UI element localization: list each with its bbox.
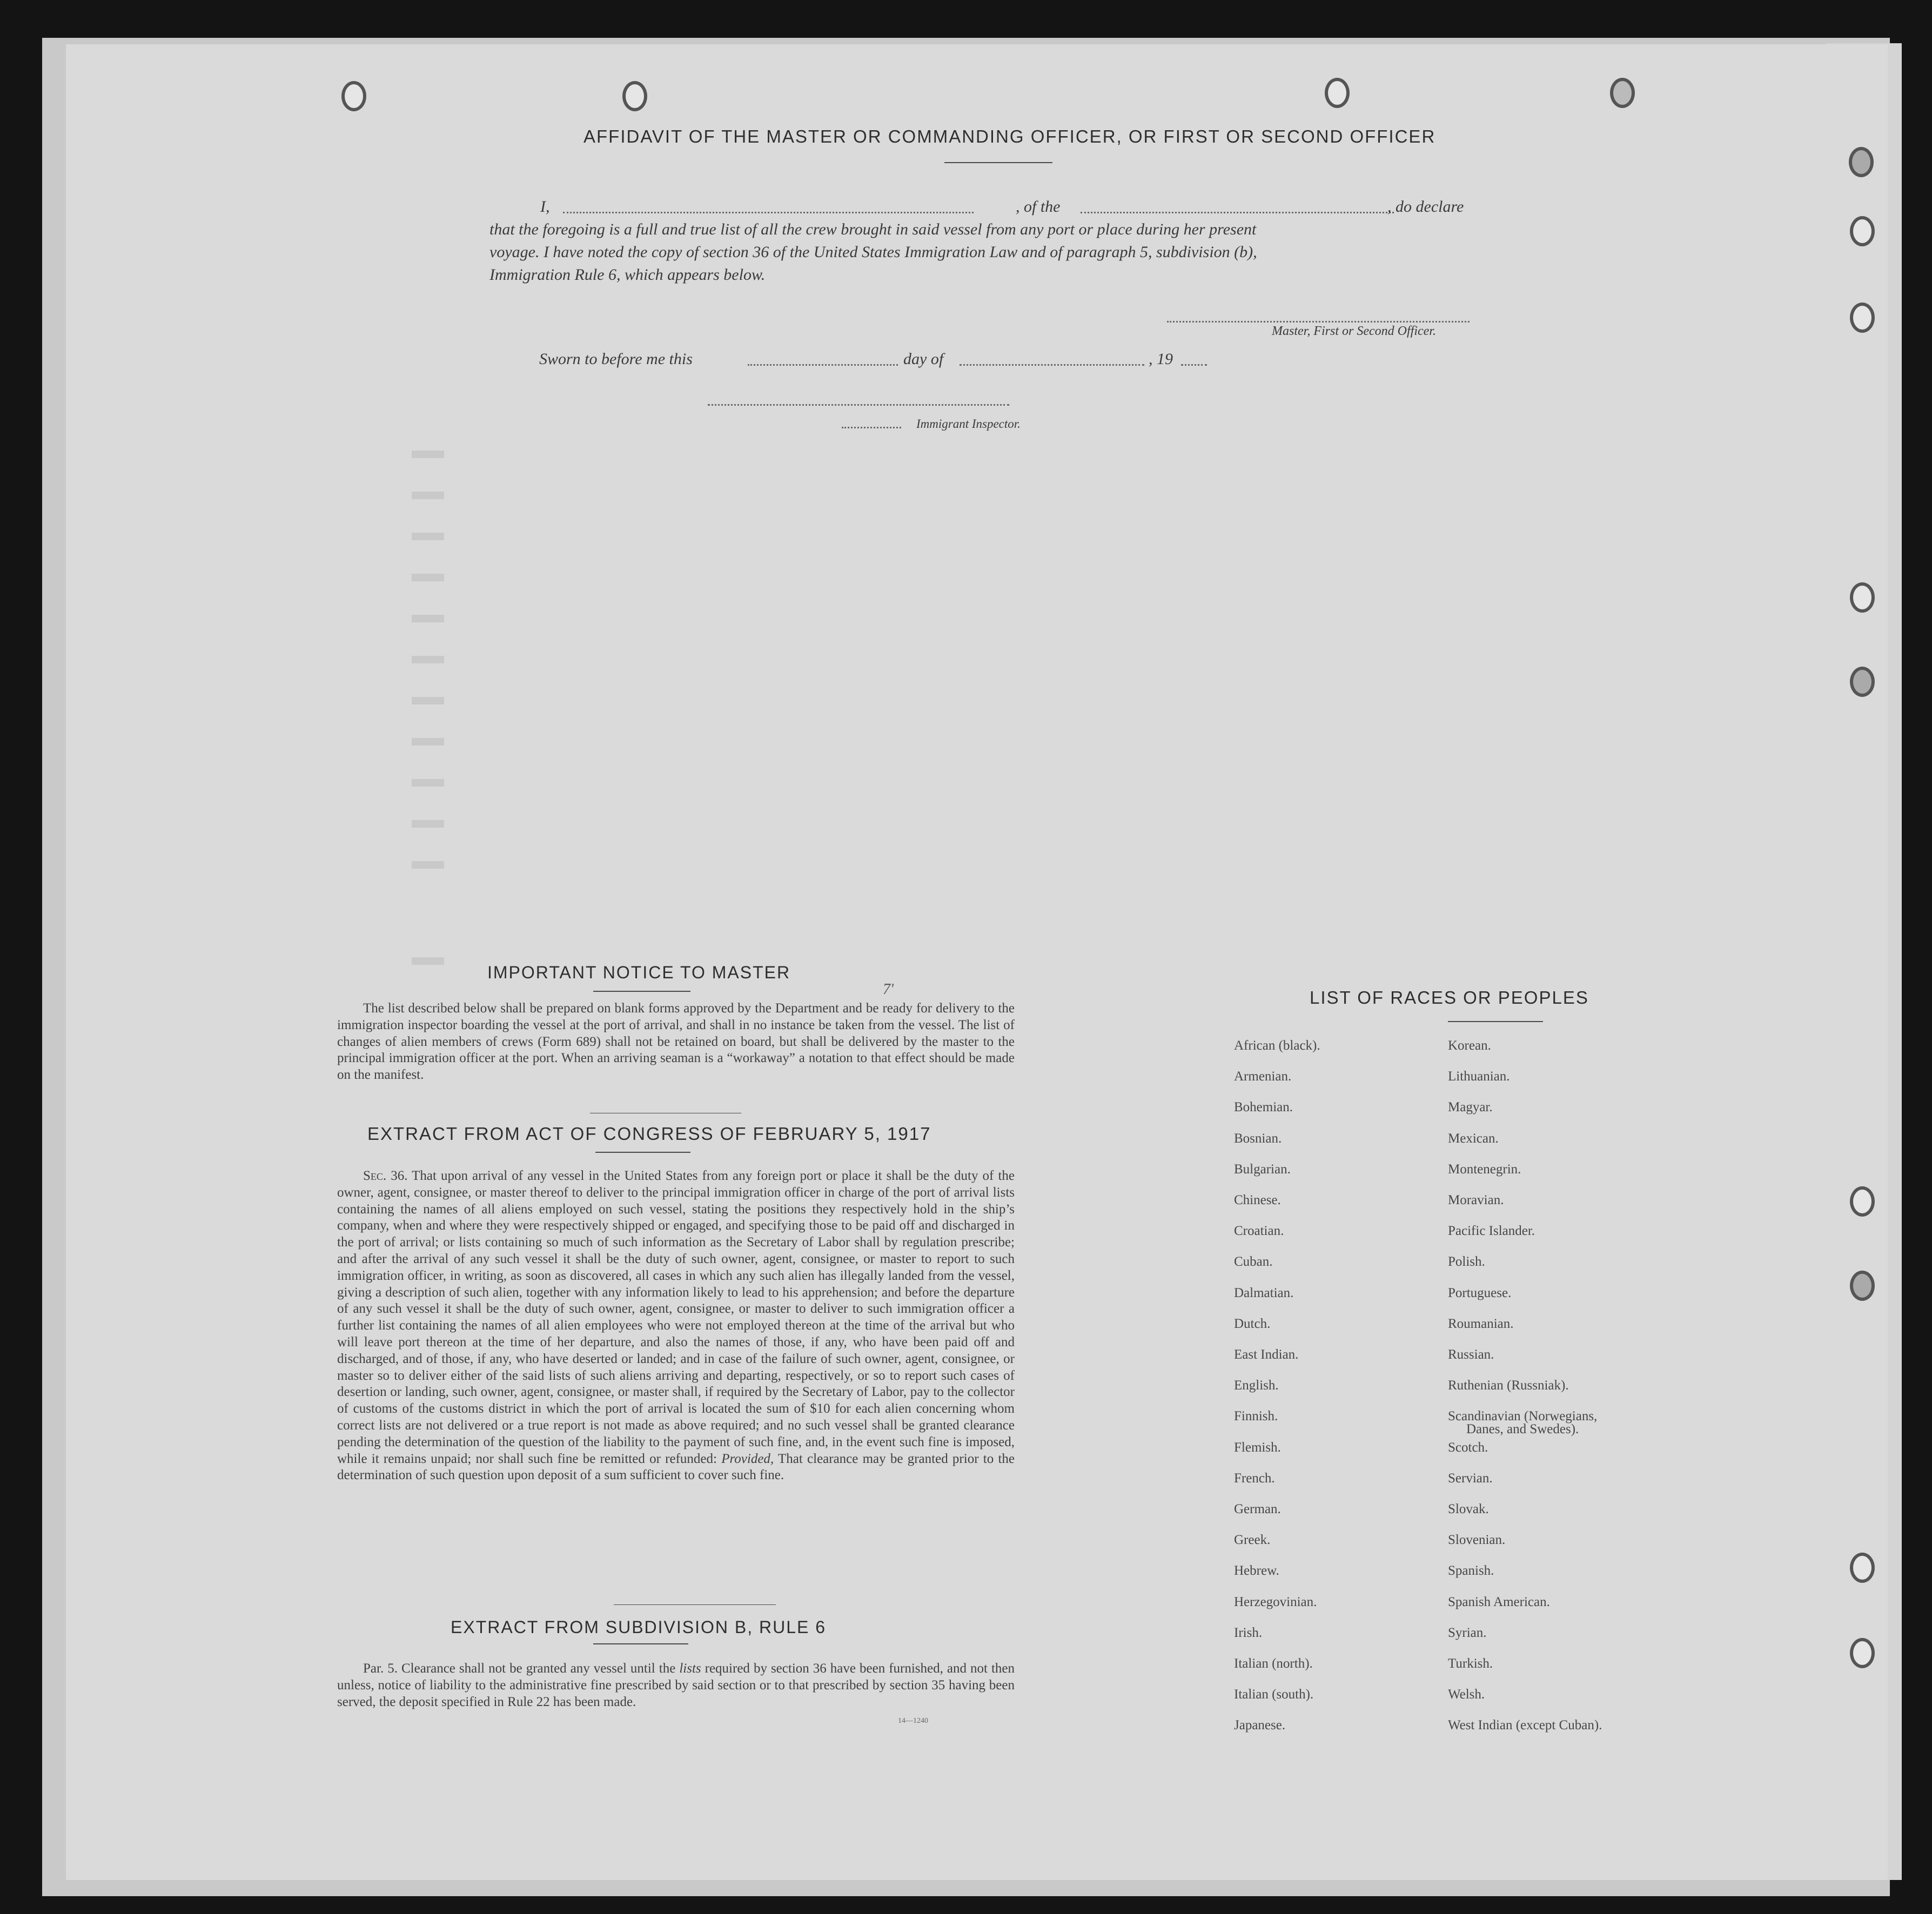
document-page (66, 44, 1888, 1880)
handwritten-mark: 7' (883, 981, 894, 998)
race-item: Scandinavian (Norwegians, (1448, 1409, 1598, 1424)
bleed-through-mark (412, 957, 444, 965)
affidavit-line-4: Immigration Rule 6, which appears below. (489, 266, 766, 284)
race-item: Slovenian. (1448, 1533, 1506, 1548)
vessel-name-blank[interactable] (1081, 212, 1394, 213)
bleed-through-mark (412, 779, 444, 787)
bleed-through-mark (412, 574, 444, 581)
act-extract-text (337, 1168, 1015, 1484)
rule-extract-underline (593, 1643, 688, 1644)
section-divider (614, 1604, 776, 1605)
affidavit-of-the-label: , of the (1016, 198, 1061, 216)
sworn-month-blank[interactable] (960, 364, 1144, 366)
notice-underline (593, 991, 690, 992)
race-item: Bosnian. (1234, 1131, 1282, 1146)
race-item: Lithuanian. (1448, 1069, 1510, 1084)
sworn-day-blank[interactable] (748, 364, 898, 366)
notice-title: IMPORTANT NOTICE TO MASTER (487, 963, 791, 982)
race-item: East Indian. (1234, 1347, 1299, 1362)
sworn-label: Sworn to before me this (539, 350, 693, 368)
race-item: Greek. (1234, 1533, 1271, 1548)
race-item: Flemish. (1234, 1440, 1281, 1455)
day-of-label: day of (903, 350, 944, 368)
race-item: Turkish. (1448, 1656, 1493, 1671)
act-body-end: That clearance may be granted prior to the determination of such question upon deposit of a sum sufficient to cover such fine. (337, 1451, 1015, 1483)
bleed-through-mark (412, 451, 444, 458)
master-signature-blank[interactable] (1167, 321, 1470, 323)
binder-hole-icon (1850, 667, 1875, 697)
race-item: Russian. (1448, 1347, 1494, 1362)
race-item: Polish. (1448, 1254, 1485, 1270)
inspector-signature-blank[interactable] (708, 404, 1009, 406)
sworn-year-blank[interactable] (1181, 364, 1207, 366)
sec-label: Sec. 36. (363, 1168, 408, 1183)
race-item: Dalmatian. (1234, 1285, 1294, 1300)
race-item: Herzegovinian. (1234, 1594, 1317, 1609)
inspector-lead-dots (842, 427, 901, 428)
binder-hole-icon (341, 81, 366, 111)
race-item: Magyar. (1448, 1100, 1493, 1115)
act-extract-underline (595, 1152, 690, 1153)
year-label: , 19 (1149, 350, 1173, 368)
race-item: West Indian (except Cuban). (1448, 1718, 1602, 1733)
notice-text: The list described below shall be prepared on blank forms approved by the Department and be ready for delivery to the immigration inspector boarding the vessel at the port of arrival, and shall in no instance be taken from the vessel. The list of changes of alien members of crews (Form 689) shall not be retained on board, but shall be delivered by the master to the principal immigration officer at the port. When an arriving seaman is a “workaway” a notation to that effect should be made on the manifest. (337, 1001, 1015, 1083)
act-extract-title: EXTRACT FROM ACT OF CONGRESS OF FEBRUARY 5, 1917 (367, 1124, 931, 1144)
race-item: German. (1234, 1502, 1281, 1516)
bleed-through-mark (412, 615, 444, 622)
affidavit-line-3: voyage. I have noted the copy of section 36 of the United States Immigration Law and of paragraph 5, subdivision (b), (489, 243, 1257, 261)
race-item: Portuguese. (1448, 1285, 1512, 1300)
race-item: Cuban. (1234, 1254, 1273, 1270)
bleed-through-mark (412, 492, 444, 499)
race-item: Spanish. (1448, 1563, 1494, 1579)
race-item: Armenian. (1234, 1069, 1292, 1084)
race-item: Servian. (1448, 1470, 1493, 1486)
bleed-through-mark (412, 820, 444, 828)
master-signature-label: Master, First or Second Officer. (1272, 324, 1436, 338)
races-underline (1448, 1021, 1543, 1022)
race-item: Slovak. (1448, 1502, 1489, 1516)
race-item: Irish. (1234, 1625, 1263, 1640)
binder-hole-icon (1850, 303, 1875, 333)
race-item: Spanish American. (1448, 1594, 1550, 1609)
binder-hole-icon (1850, 216, 1875, 246)
bleed-through-mark (412, 656, 444, 663)
rule-extract-title: EXTRACT FROM SUBDIVISION B, RULE 6 (451, 1617, 827, 1637)
affidavit-line-2: that the foregoing is a full and true list of all the crew brought in said vessel from any port or place during her present (489, 220, 1257, 238)
rule-extract-text (337, 1661, 1015, 1710)
race-item: Moravian. (1448, 1193, 1504, 1207)
race-item: Syrian. (1448, 1625, 1487, 1640)
binder-hole-icon (622, 81, 647, 111)
race-item: Ruthenian (Russniak). (1448, 1378, 1569, 1393)
race-item: Croatian. (1234, 1224, 1284, 1239)
bleed-through-mark (412, 861, 444, 869)
binder-hole-icon (1850, 1271, 1875, 1301)
binder-hole-icon (1325, 78, 1350, 108)
binder-hole-icon (1850, 582, 1875, 613)
race-item: Scotch. (1448, 1440, 1488, 1455)
race-item: Welsh. (1448, 1687, 1485, 1702)
affiant-name-blank[interactable] (563, 212, 974, 213)
race-item: Hebrew. (1234, 1563, 1279, 1579)
bleed-through-mark (412, 697, 444, 704)
race-item: Chinese. (1234, 1193, 1281, 1207)
race-item: Bohemian. (1234, 1100, 1293, 1115)
affidavit-declare-label: , do declare (1387, 198, 1464, 216)
binder-hole-icon (1610, 78, 1635, 108)
rule-text-a: Par. 5. Clearance shall not be granted any vessel until the (363, 1661, 676, 1676)
race-item: Italian (south). (1234, 1687, 1314, 1702)
inspector-label: Immigrant Inspector. (916, 417, 1021, 431)
affidavit-i-label: I, (540, 198, 550, 216)
binder-hole-icon (1850, 1638, 1875, 1668)
race-item: Roumanian. (1448, 1316, 1514, 1331)
race-item: Italian (north). (1234, 1656, 1313, 1671)
rule-text-b: required by section 36 have been furnished, and not then unless, notice of liability to the administrative fine prescribed by said section or to that prescribed by section 35 having been served, the deposit specified in Rule 22 has been made. (337, 1661, 1015, 1709)
affidavit-title: AFFIDAVIT OF THE MASTER OR COMMANDING OFFICER, OR FIRST OR SECOND OFFICER (583, 126, 1436, 146)
provided-label: Provided, (721, 1451, 774, 1466)
race-item-continuation: Danes, and Swedes). (1466, 1422, 1579, 1437)
race-item: French. (1234, 1470, 1275, 1486)
race-item: Montenegrin. (1448, 1161, 1521, 1177)
lists-label: lists (679, 1661, 701, 1676)
race-item: Japanese. (1234, 1718, 1286, 1733)
binder-hole-icon (1850, 1186, 1875, 1217)
race-item: Pacific Islander. (1448, 1224, 1535, 1239)
bleed-through-mark (412, 533, 444, 540)
race-item: Dutch. (1234, 1316, 1271, 1331)
race-item: African (black). (1234, 1038, 1320, 1053)
race-item: English. (1234, 1378, 1279, 1393)
races-title: LIST OF RACES OR PEOPLES (1310, 988, 1589, 1008)
binder-hole-icon (1849, 147, 1874, 177)
binder-hole-icon (1850, 1553, 1875, 1583)
race-item: Bulgarian. (1234, 1161, 1291, 1177)
race-item: Korean. (1448, 1038, 1491, 1053)
race-item: Finnish. (1234, 1409, 1278, 1424)
bleed-through-mark (412, 738, 444, 746)
form-number: 14—1240 (898, 1717, 928, 1725)
race-item: Mexican. (1448, 1131, 1499, 1146)
act-body: That upon arrival of any vessel in the United States from any foreign port or place it shall be the duty of the owner, agent, consignee, or master thereof to deliver to the principal immigration officer in charge of the port of arrival lists containing the names of all aliens employed on such vessel, stating the positions they respectively hold in the ship’s company, when and where they were respectively shipped or engaged, and specifying those to be paid off and discharged in the port of arrival; or lists containing so much of such information as the Secretary of Labor shall by regulation prescribe; and after the arrival of any such vessel it shall be the duty of such owner, agent, consignee, or master to report to such immigration officer, in writing, as soon as discovered, all cases in which any such alien has illegally landed from the vessel, giving a description of such alien, together with any information likely to lead to his apprehension; and before the departure of any such vessel it shall be the duty of such owner, agent, consignee, or master to deliver to such immigration officer a further list containing the names of all alien employees who were not employed thereon at the time of the arrival but who will leave port thereon at the time of her departure, and also the names of those, if any, who have been paid off and discharged, and of those, if any, who have deserted or landed; and in case of the failure of such owner, agent, consignee, or master so to deliver either of the said lists of such aliens arriving and departing, respectively, or so to report such cases of desertion or landing, such owner, agent, consignee, or master shall, if required by the Secretary of Labor, pay to the collector of customs of the customs district in which the port of arrival is located the sum of $10 for each alien concerning whom correct lists are not delivered or a true report is not made as above required; and no such vessel shall be granted clearance pending the determination of the question of the liability to the payment of such fine, and, in the event such fine is imposed, while it remains unpaid; nor shall such fine be remitted or refunded: (337, 1168, 1015, 1466)
title-underline (944, 162, 1052, 163)
